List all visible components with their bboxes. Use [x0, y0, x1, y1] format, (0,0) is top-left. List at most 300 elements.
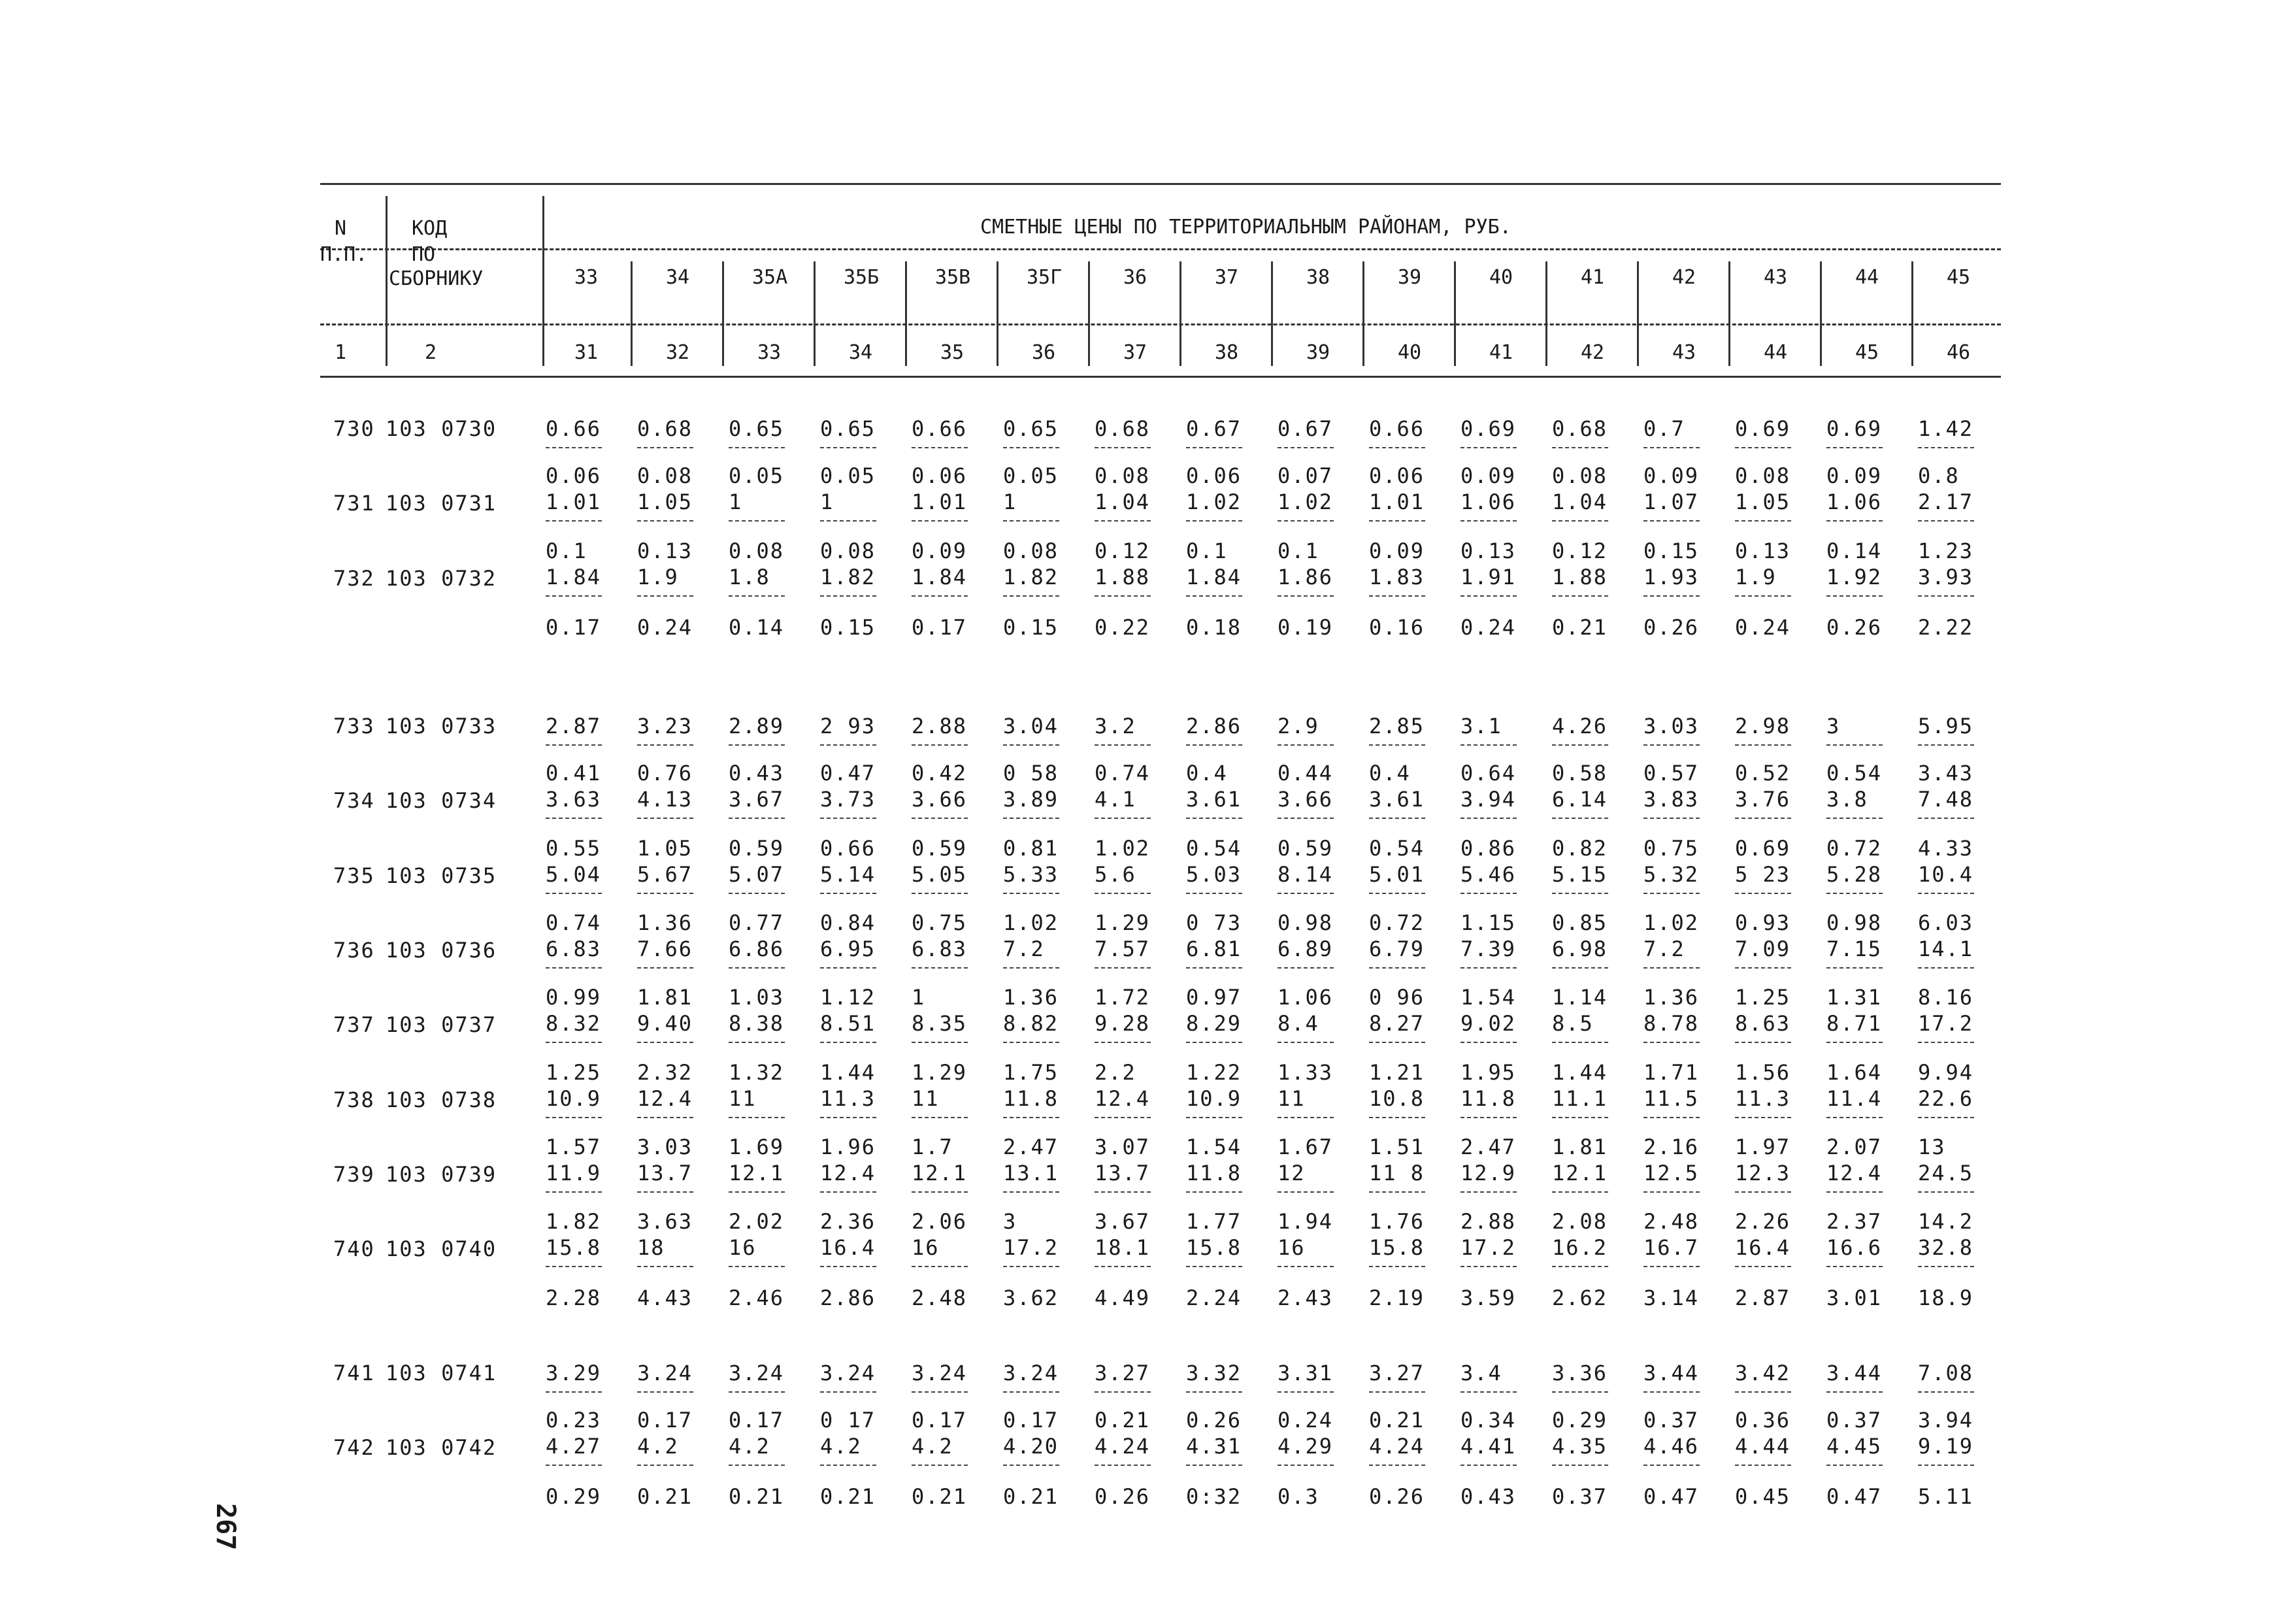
fraction-bar [1735, 1266, 1791, 1267]
fraction-bar [1460, 744, 1517, 746]
district-1: 34 [666, 266, 690, 289]
price-value: 17.2 [1918, 1011, 1974, 1036]
price-value: 1.05 [637, 489, 693, 515]
fraction-bar [912, 1391, 968, 1393]
price-value: 15.8 [1186, 1235, 1242, 1261]
price-value: 6.14 [1552, 787, 1608, 812]
price-value: 0.21 [820, 1484, 876, 1510]
fraction-bar [1460, 1117, 1517, 1118]
price-value: 2.19 [1369, 1285, 1425, 1311]
price-value: 16 [912, 1235, 940, 1261]
price-value: 3.24 [637, 1361, 693, 1385]
price-value: 0 73 [1186, 910, 1242, 935]
price-value: 3.04 [1003, 714, 1059, 738]
price-value: 0.7 [1643, 416, 1685, 441]
fraction-bar [1735, 893, 1791, 894]
price-value: 1.15 [1460, 910, 1517, 935]
price-value: 1.14 [1552, 985, 1608, 1010]
price-value: 1.92 [1826, 564, 1883, 589]
column-divider [1911, 261, 1913, 366]
fraction-bar [1095, 447, 1151, 448]
fraction-bar [1095, 520, 1151, 522]
fraction-bar [637, 1042, 693, 1043]
price-value: 0.68 [1095, 416, 1151, 441]
price-value: 2.02 [729, 1209, 785, 1235]
fraction-bar [1278, 1042, 1334, 1043]
price-value: 1.9 [637, 564, 679, 589]
price-value: 3.44 [1826, 1361, 1883, 1385]
price-value: 9.28 [1095, 1011, 1151, 1036]
fraction-bar [1552, 1391, 1608, 1393]
fraction-bar [1369, 1117, 1425, 1118]
price-value: 12 [1278, 1160, 1306, 1185]
fraction-bar [1918, 1465, 1974, 1466]
fraction-bar [1552, 1465, 1608, 1466]
header-rule [320, 376, 2001, 378]
price-value: 22.6 [1918, 1085, 1974, 1111]
fraction-bar [820, 893, 876, 894]
price-value: 0.17 [1003, 1408, 1059, 1433]
price-value: 1.32 [729, 1059, 785, 1085]
price-value: 1.91 [1460, 564, 1517, 589]
price-value: 5.07 [729, 861, 785, 887]
fraction-bar [1460, 893, 1517, 894]
price-value: 0.13 [1460, 538, 1517, 563]
price-value: 3.07 [1095, 1134, 1151, 1159]
fraction-bar [1735, 744, 1791, 746]
fraction-bar [912, 447, 968, 448]
fraction-bar [1460, 447, 1517, 448]
price-value: 3.63 [546, 787, 602, 812]
fraction-bar [1552, 1191, 1608, 1193]
fraction-bar [1278, 595, 1334, 597]
fraction-bar [1918, 893, 1974, 894]
col-number-1: 1 [335, 341, 347, 364]
col-number-11: 39 [1306, 341, 1330, 364]
price-value: 0.06 [1369, 463, 1425, 489]
price-value: 7.39 [1460, 936, 1517, 961]
price-value: 1.54 [1186, 1134, 1242, 1159]
fraction-bar [546, 520, 602, 522]
price-value: 1.02 [1278, 489, 1334, 515]
price-value: 0.57 [1643, 761, 1700, 786]
price-value: 0.36 [1735, 1408, 1791, 1433]
price-value: 3.8 [1826, 787, 1868, 812]
price-value: 1.51 [1369, 1134, 1425, 1159]
fraction-bar [546, 447, 602, 448]
price-value: 1 [820, 489, 834, 515]
fraction-bar [1460, 520, 1517, 522]
price-value: 1.07 [1643, 489, 1700, 515]
price-value: 5.14 [820, 861, 876, 887]
fraction-bar [1826, 818, 1883, 819]
price-value: 2.16 [1643, 1134, 1700, 1159]
item-number: 732 [333, 565, 375, 591]
fraction-bar [729, 447, 785, 448]
price-value: 2.26 [1735, 1209, 1791, 1235]
fraction-bar [729, 1391, 785, 1393]
fraction-bar [1460, 595, 1517, 597]
price-value: 3.94 [1918, 1408, 1974, 1433]
fraction-bar [1826, 1191, 1883, 1193]
price-value: 0.26 [1369, 1484, 1425, 1510]
price-value: 3.23 [637, 714, 693, 738]
fraction-bar [1278, 1191, 1334, 1193]
fraction-bar [1003, 447, 1059, 448]
price-value: 3.14 [1643, 1285, 1700, 1311]
price-value: 3.94 [1460, 787, 1517, 812]
price-value: 0.37 [1826, 1408, 1883, 1433]
fraction-bar [1095, 1042, 1151, 1043]
price-value: 1.7 [912, 1134, 953, 1159]
district-6: 36 [1123, 266, 1147, 289]
price-value: 0.98 [1278, 910, 1334, 935]
fraction-bar [1552, 1266, 1608, 1267]
price-value: 6.83 [546, 936, 602, 961]
fraction-bar [1369, 818, 1425, 819]
price-value: 1.02 [1003, 910, 1059, 935]
price-value: 0.85 [1552, 910, 1608, 935]
fraction-bar [1186, 818, 1242, 819]
price-value: 0.13 [1735, 538, 1791, 563]
price-value: 14.1 [1918, 936, 1974, 961]
price-value: 1.05 [637, 835, 693, 861]
price-value: 8.27 [1369, 1011, 1425, 1036]
fraction-bar [820, 1465, 876, 1466]
price-value: 1.01 [1369, 489, 1425, 515]
price-value: 12.4 [1826, 1160, 1883, 1185]
price-value: 1.84 [546, 564, 602, 589]
fraction-bar [637, 447, 693, 448]
price-value: 1.23 [1918, 538, 1974, 563]
fraction-bar [637, 818, 693, 819]
price-value: 1.75 [1003, 1059, 1059, 1085]
fraction-bar [1003, 1042, 1059, 1043]
fraction-bar [1643, 967, 1700, 969]
item-number: 736 [333, 937, 375, 963]
column-divider [1454, 261, 1456, 366]
price-value: 1.93 [1643, 564, 1700, 589]
price-value: 0.59 [1278, 835, 1334, 861]
price-value: 7.15 [1826, 936, 1883, 961]
price-value: 0.47 [1826, 1484, 1883, 1510]
fraction-bar [1460, 1465, 1517, 1466]
price-value: 0.66 [1369, 416, 1425, 441]
fraction-bar [729, 744, 785, 746]
price-value: 7.08 [1918, 1361, 1974, 1385]
price-value: 1.76 [1369, 1209, 1425, 1235]
district-10: 40 [1489, 266, 1513, 289]
fraction-bar [729, 595, 785, 597]
fraction-bar [820, 1042, 876, 1043]
item-code: 103 0738 [386, 1087, 497, 1112]
fraction-bar [637, 520, 693, 522]
price-value: 1.83 [1369, 564, 1425, 589]
fraction-bar [1278, 893, 1334, 894]
price-value: 0.52 [1735, 761, 1791, 786]
price-value: 3 [1003, 1209, 1017, 1235]
price-value: 5.15 [1552, 861, 1608, 887]
fraction-bar [1095, 1465, 1151, 1466]
header-divider [542, 196, 544, 366]
header-title: СМЕТНЫЕ ЦЕНЫ ПО ТЕРРИТОРИАЛЬНЫМ РАЙОНАМ, РУБ. [980, 216, 1511, 239]
header-n: N [335, 217, 347, 240]
fraction-bar [1735, 447, 1791, 448]
price-value: 1.69 [729, 1134, 785, 1159]
fraction-bar [1369, 893, 1425, 894]
price-value: 0.24 [637, 614, 693, 640]
fraction-bar [1918, 1042, 1974, 1043]
price-value: 10.9 [546, 1085, 602, 1111]
price-value: 4.33 [1918, 835, 1974, 861]
price-value: 12.1 [1552, 1160, 1608, 1185]
price-value: 0.09 [1369, 538, 1425, 563]
price-value: 0.42 [912, 761, 968, 786]
price-value: 16 [729, 1235, 757, 1261]
price-value: 1.29 [912, 1059, 968, 1085]
price-value: 0.37 [1552, 1484, 1608, 1510]
price-value: 3.01 [1826, 1285, 1883, 1311]
fraction-bar [1369, 744, 1425, 746]
price-value: 4.35 [1552, 1434, 1608, 1459]
fraction-bar [1460, 1191, 1517, 1193]
item-code: 103 0740 [386, 1236, 497, 1262]
item-number: 741 [333, 1361, 375, 1385]
col-number-3: 31 [574, 341, 599, 364]
price-value: 1.88 [1552, 564, 1608, 589]
price-value: 3.24 [729, 1361, 785, 1385]
fraction-bar [1643, 1465, 1700, 1466]
col-number-15: 43 [1672, 341, 1696, 364]
price-value: 0.05 [1003, 463, 1059, 489]
price-value: 0.12 [1095, 538, 1151, 563]
price-value: 4.46 [1643, 1434, 1700, 1459]
price-value: 9.40 [637, 1011, 693, 1036]
column-divider [631, 261, 633, 366]
price-value: 2.88 [912, 714, 968, 738]
price-value: 1.33 [1278, 1059, 1334, 1085]
price-value: 1.72 [1095, 985, 1151, 1010]
item-number: 730 [333, 416, 375, 441]
fraction-bar [1552, 595, 1608, 597]
price-value: 7.57 [1095, 936, 1151, 961]
fraction-bar [637, 1266, 693, 1267]
fraction-bar [1369, 520, 1425, 522]
district-12: 42 [1672, 266, 1696, 289]
fraction-bar [1826, 1042, 1883, 1043]
price-value: 0.81 [1003, 835, 1059, 861]
price-value: 0.68 [637, 416, 693, 441]
price-value: 0.17 [546, 614, 602, 640]
price-value: 0.59 [912, 835, 968, 861]
fraction-bar [637, 1465, 693, 1466]
price-value: 5.67 [637, 861, 693, 887]
price-value: 3.66 [1278, 787, 1334, 812]
price-value: 8.63 [1735, 1011, 1791, 1036]
price-value: 4.27 [546, 1434, 602, 1459]
price-value: 0.14 [1826, 538, 1883, 563]
fraction-bar [1278, 447, 1334, 448]
column-divider [1271, 261, 1273, 366]
item-code: 103 0735 [386, 863, 497, 888]
price-value: 0.07 [1278, 463, 1334, 489]
price-value: 2.08 [1552, 1209, 1608, 1235]
item-code: 103 0733 [386, 714, 497, 738]
fraction-bar [1552, 1042, 1608, 1043]
price-value: 12.5 [1643, 1160, 1700, 1185]
column-divider [1088, 261, 1090, 366]
price-value: 8.4 [1278, 1011, 1319, 1036]
fraction-bar [1735, 1042, 1791, 1043]
price-value: 0.72 [1369, 910, 1425, 935]
price-value: 0.08 [1095, 463, 1151, 489]
price-value: 11 [1278, 1085, 1306, 1111]
fraction-bar [729, 1117, 785, 1118]
price-value: 8.16 [1918, 985, 1974, 1010]
price-value: 13.1 [1003, 1160, 1059, 1185]
price-value: 8.32 [546, 1011, 602, 1036]
price-value: 11 [729, 1085, 757, 1111]
fraction-bar [1278, 744, 1334, 746]
price-value: 11.9 [546, 1160, 602, 1185]
price-value: 2.28 [546, 1285, 602, 1311]
price-value: 0.65 [1003, 416, 1059, 441]
price-value: 4.26 [1552, 714, 1608, 738]
price-value: 3.93 [1918, 564, 1974, 589]
price-value: 1.06 [1460, 489, 1517, 515]
price-value: 16.7 [1643, 1235, 1700, 1261]
price-value: 3.36 [1552, 1361, 1608, 1385]
price-value: 1.44 [1552, 1059, 1608, 1085]
fraction-bar [729, 1042, 785, 1043]
price-value: 1.67 [1278, 1134, 1334, 1159]
price-value: 0.08 [1735, 463, 1791, 489]
fraction-bar [1003, 1266, 1059, 1267]
price-value: 0.37 [1643, 1408, 1700, 1433]
price-value: 3.63 [637, 1209, 693, 1235]
fraction-bar [1186, 1042, 1242, 1043]
fraction-bar [1735, 967, 1791, 969]
item-code: 103 0734 [386, 788, 497, 814]
fraction-bar [1460, 1266, 1517, 1267]
price-value: 0.13 [637, 538, 693, 563]
price-value: 4.24 [1095, 1434, 1151, 1459]
price-value: 16.4 [820, 1235, 876, 1261]
fraction-bar [1643, 595, 1700, 597]
price-value: 3.24 [1003, 1361, 1059, 1385]
price-value: 12.3 [1735, 1160, 1791, 1185]
item-code: 103 0741 [386, 1361, 497, 1385]
district-4: 35В [935, 266, 971, 289]
price-value: 0.05 [729, 463, 785, 489]
price-value: 0.54 [1826, 761, 1883, 786]
price-value: 0.18 [1186, 614, 1242, 640]
fraction-bar [1186, 1391, 1242, 1393]
price-value: 1.31 [1826, 985, 1883, 1010]
fraction-bar [1460, 1391, 1517, 1393]
price-value: 0.06 [546, 463, 602, 489]
fraction-bar [1186, 1191, 1242, 1193]
price-value: 1.56 [1735, 1059, 1791, 1085]
price-value: 2.24 [1186, 1285, 1242, 1311]
col-number-4: 32 [666, 341, 690, 364]
price-value: 4.20 [1003, 1434, 1059, 1459]
fraction-bar [1735, 1465, 1791, 1466]
fraction-bar [1003, 744, 1059, 746]
price-value: 0.47 [820, 761, 876, 786]
fraction-bar [637, 595, 693, 597]
col-number-18: 46 [1947, 341, 1971, 364]
price-value: 5.03 [1186, 861, 1242, 887]
district-9: 39 [1398, 266, 1422, 289]
price-value: 15.8 [1369, 1235, 1425, 1261]
price-value: 7.66 [637, 936, 693, 961]
district-15: 45 [1947, 266, 1971, 289]
col-number-5: 33 [757, 341, 782, 364]
price-value: 0.26 [1643, 614, 1700, 640]
column-divider [1820, 261, 1822, 366]
price-value: 1.97 [1735, 1134, 1791, 1159]
price-value: 1.21 [1369, 1059, 1425, 1085]
column-divider [1728, 261, 1730, 366]
price-value: 0.64 [1460, 761, 1517, 786]
price-value: 18.1 [1095, 1235, 1151, 1261]
price-value: 3.27 [1369, 1361, 1425, 1385]
price-value: 2.88 [1460, 1209, 1517, 1235]
price-value: 0.44 [1278, 761, 1334, 786]
price-value: 0.4 [1369, 761, 1411, 786]
column-divider [905, 261, 907, 366]
price-value: 0.58 [1552, 761, 1608, 786]
fraction-bar [1918, 1191, 1974, 1193]
fraction-bar [546, 744, 602, 746]
price-value: 3.31 [1278, 1361, 1334, 1385]
item-code: 103 0737 [386, 1012, 497, 1038]
price-value: 1.94 [1278, 1209, 1334, 1235]
price-value: 1.54 [1460, 985, 1517, 1010]
price-value: 8.38 [729, 1011, 785, 1036]
price-value: 3 [1826, 714, 1841, 738]
price-value: 0.68 [1552, 416, 1608, 441]
district-14: 44 [1855, 266, 1879, 289]
price-value: 4.43 [637, 1285, 693, 1311]
col-number-9: 37 [1123, 341, 1147, 364]
fraction-bar [546, 595, 602, 597]
price-value: 5.28 [1826, 861, 1883, 887]
fraction-bar [1826, 447, 1883, 448]
col-number-13: 41 [1489, 341, 1513, 364]
price-value: 11.4 [1826, 1085, 1883, 1111]
price-value: 0.06 [912, 463, 968, 489]
fraction-bar [1186, 967, 1242, 969]
price-value: 1.12 [820, 985, 876, 1010]
item-number: 738 [333, 1087, 375, 1112]
price-value: 3.89 [1003, 787, 1059, 812]
fraction-bar [1552, 1117, 1608, 1118]
fraction-bar [912, 744, 968, 746]
price-value: 0.97 [1186, 985, 1242, 1010]
price-value: 16.6 [1826, 1235, 1883, 1261]
fraction-bar [546, 1266, 602, 1267]
fraction-bar [1186, 744, 1242, 746]
fraction-bar [820, 520, 876, 522]
fraction-bar [1278, 967, 1334, 969]
price-value: 6.79 [1369, 936, 1425, 961]
price-value: 0.1 [546, 538, 587, 563]
price-value: 3.61 [1369, 787, 1425, 812]
fraction-bar [1643, 1117, 1700, 1118]
price-value: 1.81 [1552, 1134, 1608, 1159]
